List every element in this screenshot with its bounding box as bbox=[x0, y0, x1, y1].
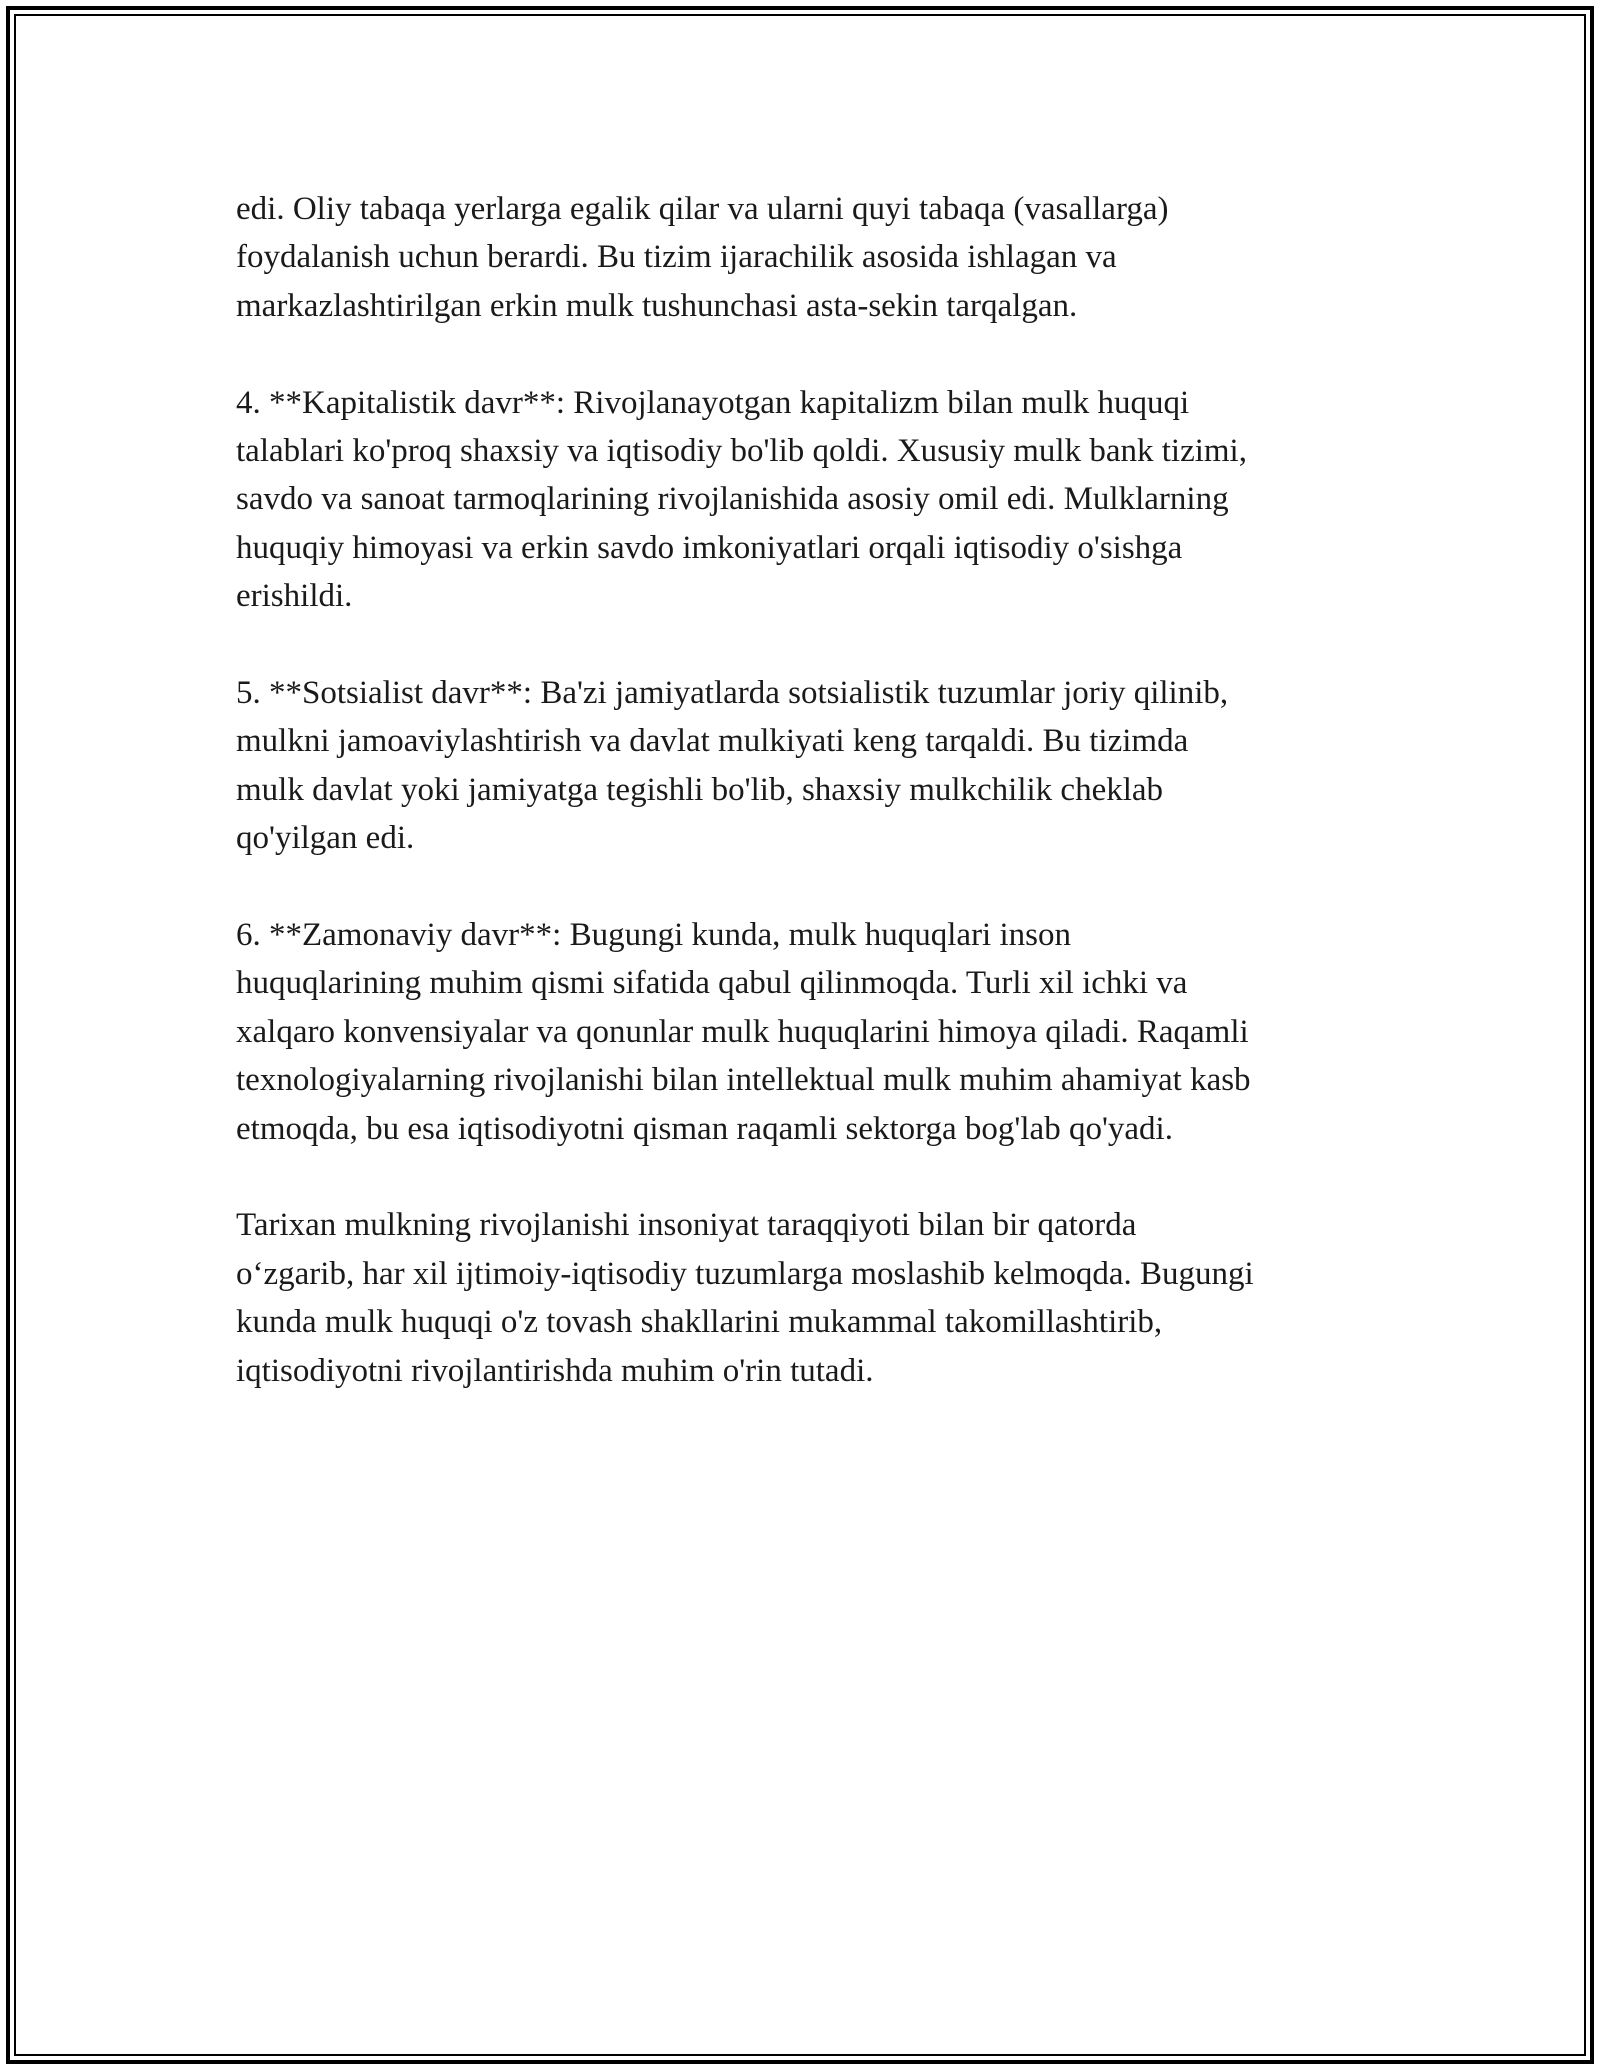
text-line: foydalanish uchun berardi. Bu tizim ijarachilik asosida ishlagan va bbox=[236, 239, 1117, 276]
text-line: edi. Oliy tabaqa yerlarga egalik qilar va ularni quyi tabaqa (vasallarga) bbox=[236, 191, 1169, 227]
text-line: 5. **Sotsialist davr**: Ba'zi jamiyatlarda sotsialistik tuzumlar joriy qilinib, bbox=[236, 675, 1229, 712]
text-line: xalqaro konvensiyalar va qonunlar mulk huquqlarini himoya qiladi. Raqamli bbox=[236, 1013, 1249, 1050]
document-body bbox=[236, 185, 1376, 1443]
text-line: iqtisodiyotni rivojlantirishda muhim o'rin tutadi. bbox=[236, 1352, 874, 1389]
text-line: mulkni jamoaviylashtirish va davlat mulkiyati keng tarqaldi. Bu tizimda bbox=[236, 723, 1189, 760]
text-line: talablari ko'proq shaxsiy va iqtisodiy bo'lib qoldi. Xususiy mulk bank tizimi, bbox=[236, 433, 1247, 470]
text-line: texnologiyalarning rivojlanishi bilan intellektual mulk muhim ahamiyat kasb bbox=[236, 1062, 1251, 1099]
text-line: o‘zgarib, har xil ijtimoiy-iqtisodiy tuzumlarga moslashib kelmoqda. Bugungi bbox=[236, 1255, 1254, 1292]
paragraph-conclusion bbox=[236, 1201, 1376, 1395]
text-line: Tarixan mulkning rivojlanishi insoniyat taraqqiyoti bilan bir qatorda bbox=[236, 1207, 1137, 1244]
text-line: huquqlarining muhim qismi sifatida qabul qilinmoqda. Turli xil ichki va bbox=[236, 965, 1188, 1002]
paragraph-modern-era bbox=[236, 911, 1376, 1153]
text-line: mulk davlat yoki jamiyatga tegishli bo'lib, shaxsiy mulkchilik cheklab bbox=[236, 771, 1164, 808]
text-line: qo'yilgan edi. bbox=[236, 820, 415, 857]
text-line: 4. **Kapitalistik davr**: Rivojlanayotgan kapitalizm bilan mulk huquqi bbox=[236, 384, 1190, 421]
text-line: markazlashtirilgan erkin mulk tushunchasi asta-sekin tarqalgan. bbox=[236, 287, 1078, 324]
text-line: huquqiy himoyasi va erkin savdo imkoniyatlari orqali iqtisodiy o'sishga bbox=[236, 529, 1183, 566]
paragraph-capitalist-era bbox=[236, 379, 1376, 621]
text-line: kunda mulk huquqi o'z tovash shakllarini mukammal takomillashtirib, bbox=[236, 1304, 1163, 1341]
text-line: etmoqda, bu esa iqtisodiyotni qisman raqamli sektorga bog'lab qo'yadi. bbox=[236, 1110, 1173, 1147]
text-line: savdo va sanoat tarmoqlarining rivojlanishida asosiy omil edi. Mulklarning bbox=[236, 481, 1229, 518]
text-line: erishildi. bbox=[236, 578, 353, 615]
paragraph-feudal-continuation bbox=[236, 185, 1376, 330]
paragraph-socialist-era bbox=[236, 669, 1376, 863]
text-line: 6. **Zamonaviy davr**: Bugungi kunda, mulk huquqlari inson bbox=[236, 917, 1071, 954]
